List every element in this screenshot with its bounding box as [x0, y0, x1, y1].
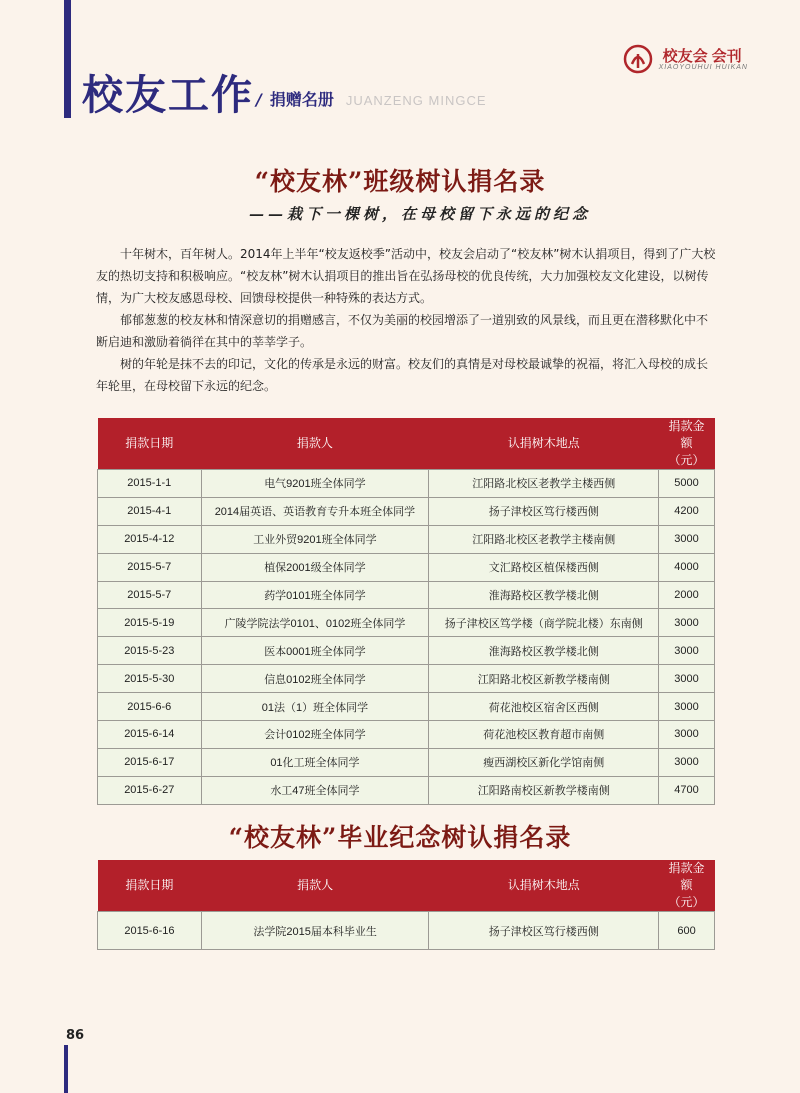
- table-row: [98, 693, 715, 721]
- header-location: 认捐树木地点: [429, 860, 659, 912]
- table-row: [98, 553, 715, 581]
- subsection-pinyin: JUANZENG MINGCE: [345, 93, 487, 108]
- cell-amount: 600: [659, 912, 715, 950]
- cell-date: 2015-4-1: [98, 497, 202, 525]
- journal-name: [659, 48, 748, 64]
- subsection-header: [256, 87, 487, 110]
- cell-donor: 电气9201班全体同学: [201, 470, 429, 498]
- cell-date: 2015-6-14: [98, 721, 202, 749]
- cell-location: 扬子津校区笃学楼（商学院北楼）东南侧: [429, 609, 659, 637]
- cell-location: 江阳路北校区老教学主楼西侧: [429, 470, 659, 498]
- cell-donor: 药学0101班全体同学: [201, 581, 429, 609]
- header-amount: [659, 418, 715, 470]
- left-accent-bar: [64, 0, 71, 118]
- header-location: 认捐树木地点: [429, 418, 659, 470]
- cell-amount: 4000: [659, 553, 715, 581]
- journal-brand: [623, 44, 748, 74]
- subsection-title: 捐赠名册: [269, 90, 334, 109]
- table-row: [98, 637, 715, 665]
- header-date: 捐款日期: [98, 860, 202, 912]
- cell-location: 扬子津校区笃行楼西侧: [429, 912, 659, 950]
- cell-date: 2015-5-19: [98, 609, 202, 637]
- cell-date: 2015-6-27: [98, 776, 202, 804]
- header-amount-line2: （元）: [668, 895, 705, 909]
- cell-donor: 信息0102班全体同学: [201, 665, 429, 693]
- cell-location: 江阳路南校区新教学楼南侧: [429, 776, 659, 804]
- table-header-row: [98, 418, 715, 470]
- cell-location: 江阳路北校区新教学楼南侧: [429, 665, 659, 693]
- cell-donor: 植保2001级全体同学: [201, 553, 429, 581]
- cell-amount: 4200: [659, 497, 715, 525]
- table-row: [98, 665, 715, 693]
- table-row: [98, 912, 715, 950]
- graduation-tree-table: [97, 860, 715, 950]
- header-amount-line1: 捐款金额: [668, 861, 705, 892]
- intro-paragraph: 十年树木，百年树人。2014年上半年“校友返校季”活动中，校友会启动了“校友林”树木认捐项目，得到了广大校友的热切支持和积极响应。“校友林”树木认捐项目的推出旨在弘扬母校的优良传统，大力加强校友文化建设，以树传情，为广大校友感恩母校、回馈母校提供一种特殊的表达方式。: [96, 247, 716, 305]
- left-accent-bar-bottom: [64, 1045, 68, 1093]
- intro-text: [96, 243, 716, 397]
- cell-donor: 法学院2015届本科毕业生: [201, 912, 429, 950]
- header-donor: 捐款人: [201, 860, 429, 912]
- cell-date: 2015-5-30: [98, 665, 202, 693]
- header-donor: 捐款人: [201, 418, 429, 470]
- table-row: [98, 609, 715, 637]
- cell-amount: 3000: [659, 748, 715, 776]
- cell-location: 江阳路北校区老教学主楼南侧: [429, 525, 659, 553]
- cell-donor: 水工47班全体同学: [201, 776, 429, 804]
- cell-donor: 会计0102班全体同学: [201, 721, 429, 749]
- cell-donor: 广陵学院法学0101、0102班全体同学: [201, 609, 429, 637]
- cell-location: 淮海路校区教学楼北侧: [429, 581, 659, 609]
- cell-date: 2015-5-7: [98, 553, 202, 581]
- cell-amount: 2000: [659, 581, 715, 609]
- journal-name-suffix: 会刊: [711, 46, 742, 65]
- cell-donor: 01化工班全体同学: [201, 748, 429, 776]
- cell-date: 2015-6-6: [98, 693, 202, 721]
- header-amount-line1: 捐款金额: [668, 419, 705, 450]
- cell-date: 2015-6-16: [98, 912, 202, 950]
- cell-amount: 3000: [659, 665, 715, 693]
- page-number: 86: [66, 1028, 85, 1043]
- table-row: [98, 470, 715, 498]
- cell-location: 文汇路校区植保楼西侧: [429, 553, 659, 581]
- article-title: “校友林”班级树认捐名录: [254, 167, 546, 196]
- cell-location: 扬子津校区笃行楼西侧: [429, 497, 659, 525]
- cell-amount: 3000: [659, 693, 715, 721]
- cell-date: 2015-5-23: [98, 637, 202, 665]
- cell-amount: 5000: [659, 470, 715, 498]
- header-date: 捐款日期: [98, 418, 202, 470]
- cell-date: 2015-4-12: [98, 525, 202, 553]
- cell-amount: 3000: [659, 525, 715, 553]
- table-row: [98, 497, 715, 525]
- class-tree-table: [97, 418, 715, 805]
- cell-location: 淮海路校区教学楼北侧: [429, 637, 659, 665]
- journal-name-main: 校友会: [662, 46, 708, 65]
- cell-amount: 4700: [659, 776, 715, 804]
- cell-amount: 3000: [659, 609, 715, 637]
- cell-donor: 01法（1）班全体同学: [201, 693, 429, 721]
- header-amount: [659, 860, 715, 912]
- table-row: [98, 776, 715, 804]
- cell-date: 2015-6-17: [98, 748, 202, 776]
- table-header-row: [98, 860, 715, 912]
- cell-location: 荷花池校区教育超市南侧: [429, 721, 659, 749]
- article-subtitle: ——栽下一棵树，在母校留下永远的纪念: [248, 205, 591, 223]
- journal-pinyin: XIAOYOUHUI HUIKAN: [658, 63, 748, 71]
- cell-amount: 3000: [659, 637, 715, 665]
- cell-location: 瘦西湖校区新化学馆南侧: [429, 748, 659, 776]
- section-title: 校友工作: [82, 71, 254, 119]
- alumni-logo-icon: [623, 44, 653, 74]
- graduation-title: “校友林”毕业纪念树认捐名录: [228, 823, 572, 852]
- table-row: [98, 525, 715, 553]
- intro-paragraph: 郁郁葱葱的校友林和情深意切的捐赠感言，不仅为美丽的校园增添了一道别致的风景线，而且更在潜移默化中不断启迪和激励着徜徉在其中的莘莘学子。: [96, 313, 709, 349]
- table-row: [98, 581, 715, 609]
- table-row: [98, 721, 715, 749]
- subsection-slash: /: [256, 90, 262, 109]
- cell-date: 2015-1-1: [98, 470, 202, 498]
- table-row: [98, 748, 715, 776]
- cell-donor: 医本0001班全体同学: [201, 637, 429, 665]
- cell-donor: 2014届英语、英语教育专升本班全体同学: [201, 497, 429, 525]
- cell-donor: 工业外贸9201班全体同学: [201, 525, 429, 553]
- cell-location: 荷花池校区宿舍区西侧: [429, 693, 659, 721]
- cell-date: 2015-5-7: [98, 581, 202, 609]
- intro-paragraph: 树的年轮是抹不去的印记，文化的传承是永远的财富。校友们的真情是对母校最诚挚的祝福，将汇入母校的成长年轮里，在母校留下永远的纪念。: [96, 357, 709, 393]
- header-amount-line2: （元）: [668, 453, 705, 467]
- cell-amount: 3000: [659, 721, 715, 749]
